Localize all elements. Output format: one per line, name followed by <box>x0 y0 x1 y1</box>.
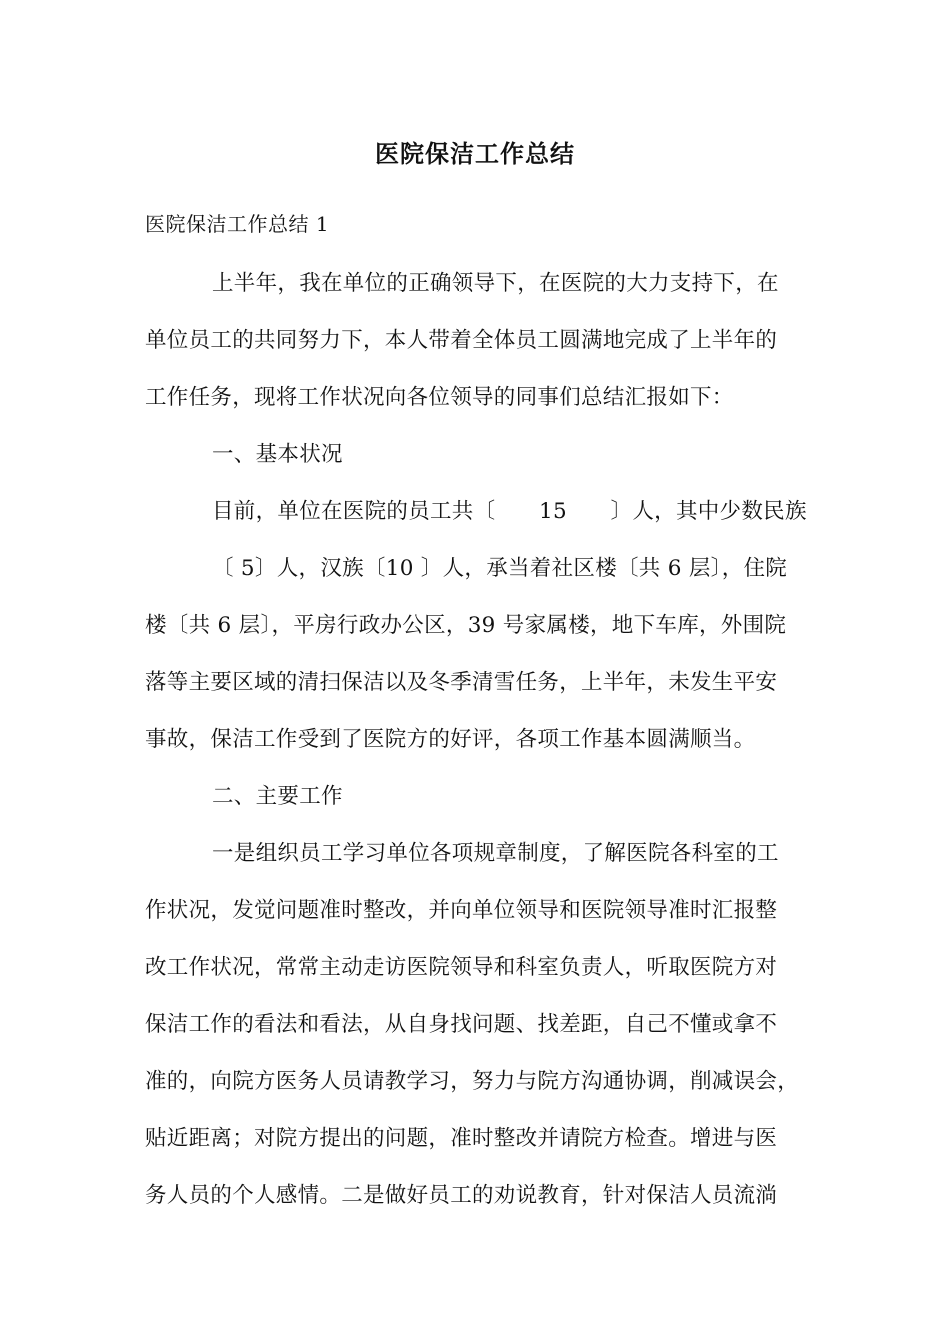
paragraph-line: 上半年，我在单位的正确领导下，在医院的大力支持下，在 <box>212 271 779 296</box>
paragraph-line: 工作任务，现将工作状况向各位领导的同事们总结汇报如下： <box>145 385 734 410</box>
paragraph-line: 准的，向院方医务人员请教学习，努力与院方沟通协调，削减误会， <box>145 1069 800 1094</box>
paragraph-line: 〔 5〕人，汉族〔10 〕人，承当着社区楼〔共 6 层〕，住院 <box>212 556 788 581</box>
paragraph-line: 事故，保洁工作受到了医院方的好评，各项工作基本圆满顺当。 <box>145 727 756 752</box>
paragraph-line: 保洁工作的看法和看法，从自身找问题、找差距，自己不懂或拿不 <box>145 1012 778 1037</box>
paragraph-line: 楼〔共 6 层〕，平房行政办公区，39 号家属楼，地下车库，外围院 <box>145 613 787 638</box>
paragraph-line: 一是组织员工学习单位各项规章制度，了解医院各科室的工 <box>212 841 779 866</box>
paragraph-line: 落等主要区域的清扫保洁以及冬季清雪任务，上半年，未发生平安 <box>145 670 778 695</box>
paragraph-line: 单位员工的共同努力下，本人带着全体员工圆满地完成了上半年的 <box>145 328 778 353</box>
paragraph-line: 贴近距离；对院方提出的问题，准时整改并请院方检查。增进与医 <box>145 1126 778 1151</box>
paragraph-line: 目前，单位在医院的员工共〔 15 〕人，其中少数民族 <box>212 499 807 524</box>
paragraph-line: 改工作状况，常常主动走访医院领导和科室负责人，听取医院方对 <box>145 955 778 980</box>
section-heading: 二、主要工作 <box>212 784 343 809</box>
paragraph-line: 作状况，发觉问题准时整改，并向单位领导和医院领导准时汇报整 <box>145 898 778 923</box>
paragraph-line: 务人员的个人感情。二是做好员工的劝说教育，针对保洁人员流淌 <box>145 1183 778 1208</box>
document-subtitle: 医院保洁工作总结 1 <box>145 212 330 236</box>
section-heading: 一、基本状况 <box>212 442 343 467</box>
document-title: 医院保洁工作总结 <box>375 139 575 168</box>
